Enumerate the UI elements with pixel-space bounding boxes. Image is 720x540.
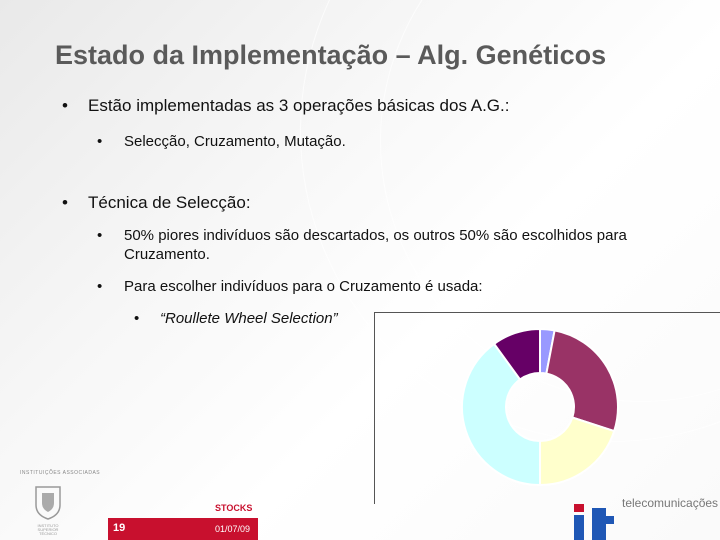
sub-bullet-text: Para escolher indivíduos para o Cruzamento é usada: (124, 278, 483, 295)
slide-title: Estado da Implementação – Alg. Genéticos (55, 40, 607, 70)
partner-label: telecomunicações (622, 496, 719, 510)
bullet-glyph: • (134, 310, 140, 327)
donut-slice-2 (546, 330, 618, 431)
donut-slice-3 (540, 418, 614, 485)
footer-stocks-label: STOCKS (215, 503, 253, 513)
institution-logo (30, 485, 66, 535)
sub-sub-bullet-item (134, 310, 338, 327)
bullet-text: Estão implementadas as 3 operações básicas dos A.G.: (88, 96, 510, 115)
institution-label: INSTITUIÇÕES ASSOCIADAS (20, 470, 101, 476)
bullet-glyph: • (97, 278, 103, 295)
sub-bullet-text: Selecção, Cruzamento, Mutação. (124, 133, 346, 150)
sub-bullet-item (97, 132, 346, 151)
svg-text:TÉCNICO: TÉCNICO (39, 531, 57, 535)
bullet-glyph: • (62, 96, 68, 115)
bullet-text: Técnica de Selecção: (88, 193, 251, 212)
bullet-item (62, 193, 251, 213)
slide-date: 01/07/09 (215, 524, 251, 534)
bullet-item (62, 96, 510, 116)
svg-text:SUPERIOR: SUPERIOR (37, 527, 59, 532)
donut-chart (450, 325, 630, 490)
bullet-glyph: • (97, 227, 103, 244)
bullet-glyph: • (97, 133, 103, 150)
it-logo (566, 504, 636, 540)
bullet-glyph: • (62, 193, 68, 212)
sub-bullet-item (97, 277, 483, 296)
sub-bullet-item (97, 226, 674, 264)
sub-bullet-text: 50% piores indivíduos são descartados, os outros 50% são escolhidos para Cruzamento. (124, 227, 627, 263)
slide-number: 19 (113, 522, 126, 534)
sub-sub-bullet-text: “Roullete Wheel Selection” (160, 310, 338, 327)
svg-text:INSTITUTO: INSTITUTO (37, 523, 59, 528)
